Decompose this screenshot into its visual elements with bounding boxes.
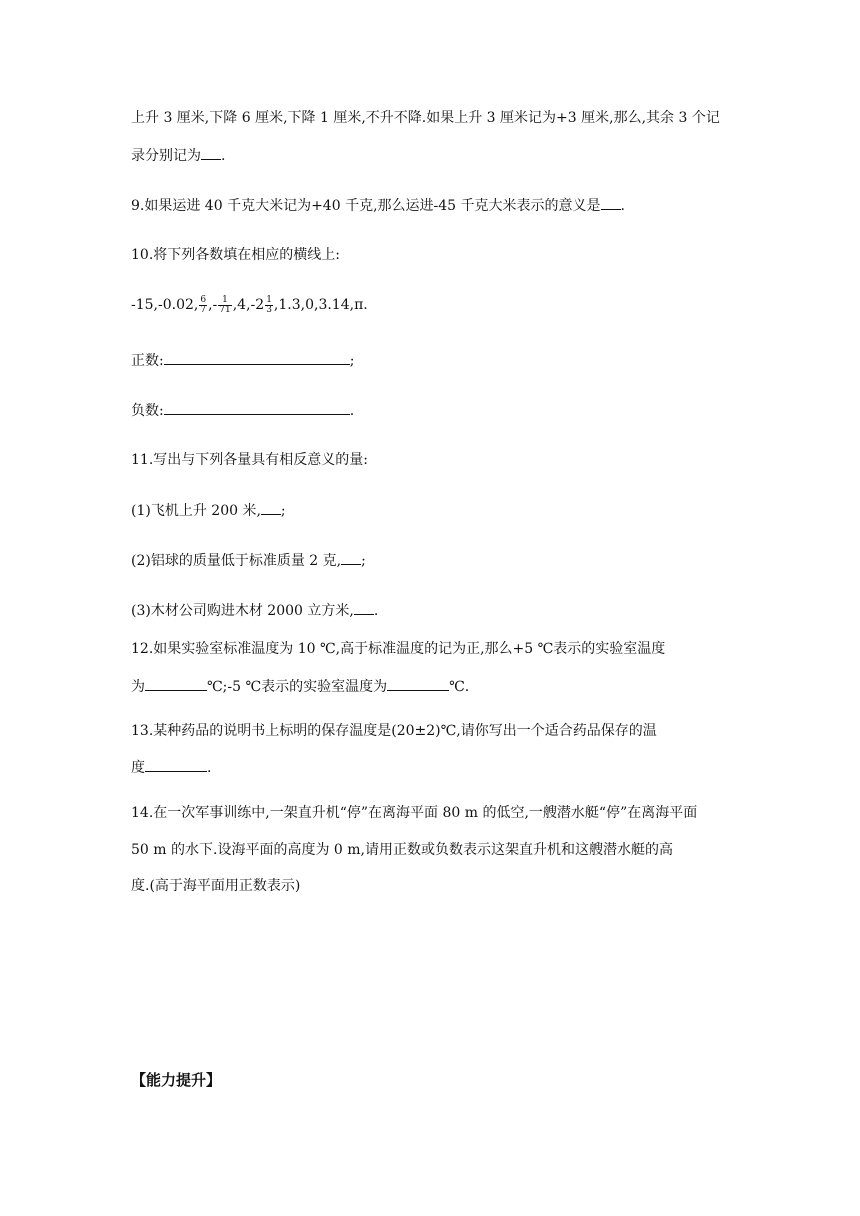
q11-item1-end: ; xyxy=(280,503,286,519)
q10-negative-row xyxy=(131,400,354,421)
q11-item1 xyxy=(131,500,286,521)
q11-item3-end: . xyxy=(373,603,379,619)
q14-line2 xyxy=(131,840,673,860)
q11-item2-blank[interactable] xyxy=(341,550,361,565)
positive-end: ; xyxy=(349,353,355,369)
q11-item1-blank[interactable] xyxy=(261,500,281,515)
q14-line1 xyxy=(131,803,697,823)
negative-end: . xyxy=(349,403,355,419)
q12-line1 xyxy=(131,639,665,659)
q9-line xyxy=(131,195,625,216)
q10-numbers-part4: ,1.3,0,3.14,π. xyxy=(273,297,368,313)
q10-title-text: 10.将下列各数填在相应的横线上: xyxy=(131,247,340,263)
q11-title-text: 11.写出与下列各量具有相反意义的量: xyxy=(131,452,368,468)
fraction-numerator: 1 xyxy=(266,294,272,305)
q14-line3 xyxy=(131,876,300,896)
q10-numbers-part3: ,4,-2 xyxy=(232,297,265,313)
section-heading: 【能力提升】 xyxy=(131,1071,222,1089)
q13-answer-blank[interactable] xyxy=(145,757,207,772)
q10-numbers-part1: -15,-0.02, xyxy=(131,297,199,313)
q10-title xyxy=(131,245,340,265)
q12-text-line1: 12.如果实验室标准温度为 10 ℃,高于标准温度的记为正,那么+5 ℃表示的实验室温度 xyxy=(131,641,666,657)
q11-item2 xyxy=(131,550,366,571)
q10-number-list xyxy=(131,295,368,315)
q8-text-line1: 上升 3 厘米,下降 6 厘米,下降 1 厘米,不升不降.如果上升 3 厘米记为+3 厘米,那么,其余 3 个记 xyxy=(131,110,720,126)
q9-end: . xyxy=(620,198,625,214)
q11-item2-end: ; xyxy=(361,553,366,569)
fraction-denominator: 3 xyxy=(266,304,272,315)
fraction-1-71 xyxy=(218,296,231,315)
q11-item2-text: (2)铝球的质量低于标准质量 2 克, xyxy=(131,553,342,569)
fraction-denominator: 71 xyxy=(219,304,231,315)
q13-line1 xyxy=(131,721,657,741)
q11-item3 xyxy=(131,600,378,621)
q12-minus5-blank[interactable] xyxy=(387,676,449,691)
q8-end: . xyxy=(221,148,226,164)
fraction-numerator: 6 xyxy=(200,294,207,305)
q14-text-line1: 14.在一次军事训练中,一架直升机“停”在离海平面 80 m 的低空,一艘潜水艇“停”在离海平面 xyxy=(131,805,698,821)
q11-item3-text: (3)木材公司购进木材 2000 立方米, xyxy=(131,603,354,619)
q13-text-line2: 度 xyxy=(131,760,145,776)
fraction-6-7 xyxy=(199,296,207,315)
q13-line2 xyxy=(131,757,211,778)
q13-text-line1: 13.某种药品的说明书上标明的保存温度是(20±2)℃,请你写出一个适合药品保存的温 xyxy=(131,723,657,739)
fraction-numerator: 1 xyxy=(218,296,231,306)
positive-answer-blank[interactable] xyxy=(164,350,350,365)
q8-line1 xyxy=(131,108,720,128)
q8-line2 xyxy=(131,145,225,166)
q12-text-b: ℃;-5 ℃表示的实验室温度为 xyxy=(207,679,388,695)
fraction-denominator: 7 xyxy=(200,304,207,315)
positive-label: 正数: xyxy=(131,353,164,369)
negative-label: 负数: xyxy=(131,403,164,419)
q12-line2 xyxy=(131,676,469,697)
negative-answer-blank[interactable] xyxy=(164,400,350,415)
q8-answer-blank[interactable] xyxy=(201,145,221,160)
q11-item1-text: (1)飞机上升 200 米, xyxy=(131,503,261,519)
q11-item3-blank[interactable] xyxy=(354,600,374,615)
q10-positive-row xyxy=(131,350,354,371)
q12-text-a: 为 xyxy=(131,679,145,695)
q8-text-line2: 录分别记为 xyxy=(131,148,201,164)
q10-numbers-part2: ,- xyxy=(208,297,218,313)
q9-text: 9.如果运进 40 千克大米记为+40 千克,那么运进-45 千克大米表示的意义是 xyxy=(131,198,601,214)
q9-answer-blank[interactable] xyxy=(601,195,621,210)
q12-text-c: ℃. xyxy=(449,679,470,695)
q11-title xyxy=(131,450,368,470)
q14-text-line3: 度.(高于海平面用正数表示) xyxy=(131,878,301,894)
q13-end: . xyxy=(207,760,212,776)
q12-plus5-blank[interactable] xyxy=(145,676,207,691)
q14-text-line2: 50 m 的水下.设海平面的高度为 0 m,请用正数或负数表示这架直升机和这艘潜水艇的高 xyxy=(131,842,673,858)
fraction-1-3 xyxy=(265,296,273,315)
